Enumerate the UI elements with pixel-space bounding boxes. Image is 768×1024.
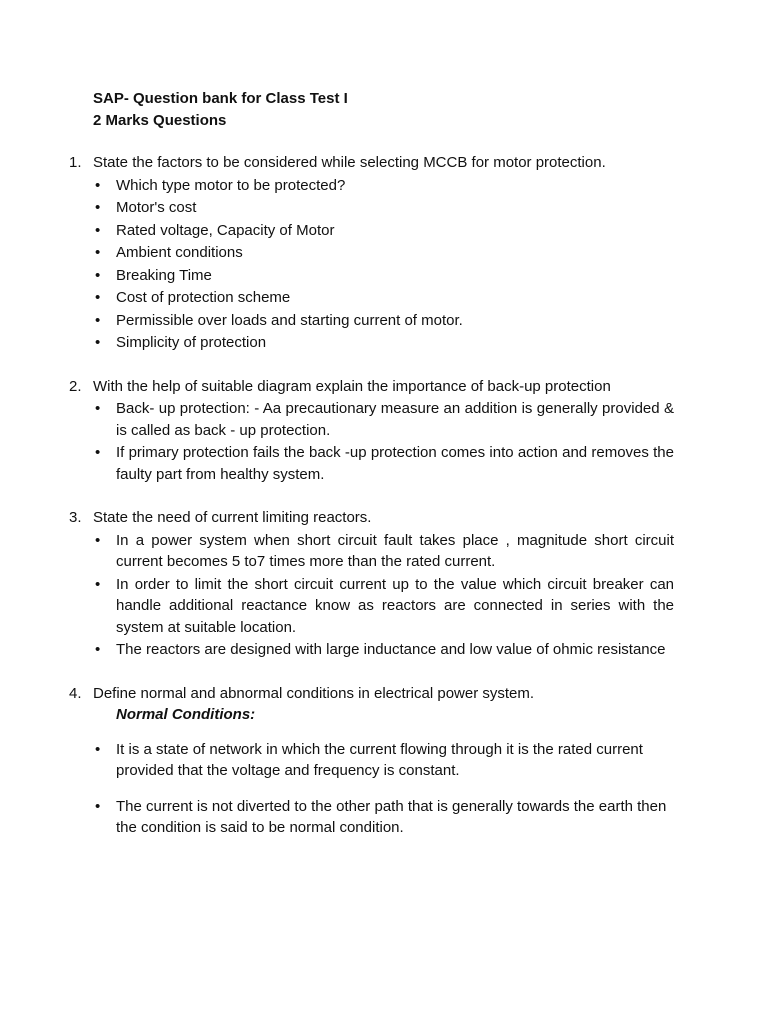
bullet-icon: •: [95, 289, 101, 306]
bullet-icon: •: [95, 266, 101, 284]
question-text: State the need of current limiting reactors.: [93, 509, 372, 526]
list-item: [93, 197, 674, 219]
question-text: State the factors to be considered while selecting MCCB for motor protection.: [93, 154, 606, 171]
bullet-icon: •: [95, 575, 101, 593]
list-item: [93, 398, 674, 441]
list-item: [93, 639, 674, 661]
list-item-text: It is a state of network in which the current flowing through it is the rated current provided that the voltage and frequency is constant.: [116, 740, 643, 779]
bullet-icon: •: [95, 244, 101, 261]
bullet-icon: •: [95, 797, 101, 815]
bullet-icon: •: [95, 199, 101, 216]
bullet-icon: •: [95, 531, 101, 549]
list-item-text: The current is not diverted to the other path that is generally towards the earth then the condition is said to be normal condition.: [116, 797, 667, 836]
document-header: [93, 88, 674, 132]
document-title: SAP- Question bank for Class Test I: [93, 90, 348, 107]
bullet-icon: •: [95, 221, 101, 239]
answer-list: [93, 739, 674, 839]
list-item: [93, 332, 674, 354]
question-number: 4.: [69, 684, 82, 702]
list-item: [93, 574, 674, 639]
question-3: [69, 507, 674, 661]
question-4: [69, 683, 674, 839]
list-item-text: Ambient conditions: [116, 244, 243, 261]
list-item: [93, 175, 674, 197]
bullet-icon: •: [95, 311, 101, 329]
list-item-text: Which type motor to be protected?: [116, 176, 346, 194]
bullet-icon: •: [95, 176, 101, 194]
bullet-icon: •: [95, 740, 101, 758]
bullet-icon: •: [95, 641, 101, 658]
list-item-text: Simplicity of protection: [116, 334, 267, 351]
list-item-text: Breaking Time: [116, 266, 212, 284]
list-item-text: In order to limit the short circuit current up to the value which circuit breaker can handle additional reactance know as reactors are connected in series with the system at suitable location.: [116, 575, 674, 636]
question-text: Define normal and abnormal conditions in electrical power system.: [93, 684, 535, 702]
list-item: [93, 220, 674, 242]
answer-list: [93, 398, 674, 485]
list-item: [93, 796, 674, 839]
list-item: [93, 442, 674, 485]
question-number: 3.: [69, 509, 82, 526]
list-item: [93, 242, 674, 264]
section-heading: 2 Marks Questions: [93, 112, 227, 129]
list-item-text: Rated voltage, Capacity of Motor: [116, 221, 335, 239]
list-item: [93, 265, 674, 287]
bullet-icon: •: [95, 400, 101, 417]
answer-list: [93, 530, 674, 661]
question-text: With the help of suitable diagram explain the importance of back-up protection: [93, 377, 611, 395]
list-item-text: In a power system when short circuit fault takes place , magnitude short circuit current becomes 5 to7 times more than the rated current.: [116, 531, 674, 570]
question-2: [69, 376, 674, 486]
list-item: [93, 739, 674, 782]
question-number: 2.: [69, 377, 82, 395]
answer-list: [93, 175, 674, 354]
sub-heading: Normal Conditions:: [116, 706, 256, 723]
list-item: [93, 287, 674, 309]
list-item-text: Motor's cost: [116, 199, 197, 216]
list-item: [93, 310, 674, 332]
list-item-text: If primary protection fails the back -up protection comes into action and removes the faulty part from healthy system.: [116, 444, 674, 483]
list-item: [93, 530, 674, 573]
question-1: [69, 152, 674, 354]
list-item-text: Cost of protection scheme: [116, 289, 291, 306]
question-number: 1.: [69, 154, 82, 171]
bullet-icon: •: [95, 444, 101, 461]
list-item-text: The reactors are designed with large inductance and low value of ohmic resistance: [116, 641, 666, 658]
bullet-icon: •: [95, 334, 101, 351]
list-item-text: Back- up protection: - Aa precautionary measure an addition is generally provided & is called as back - up protection.: [116, 400, 674, 439]
list-item-text: Permissible over loads and starting current of motor.: [116, 311, 463, 329]
